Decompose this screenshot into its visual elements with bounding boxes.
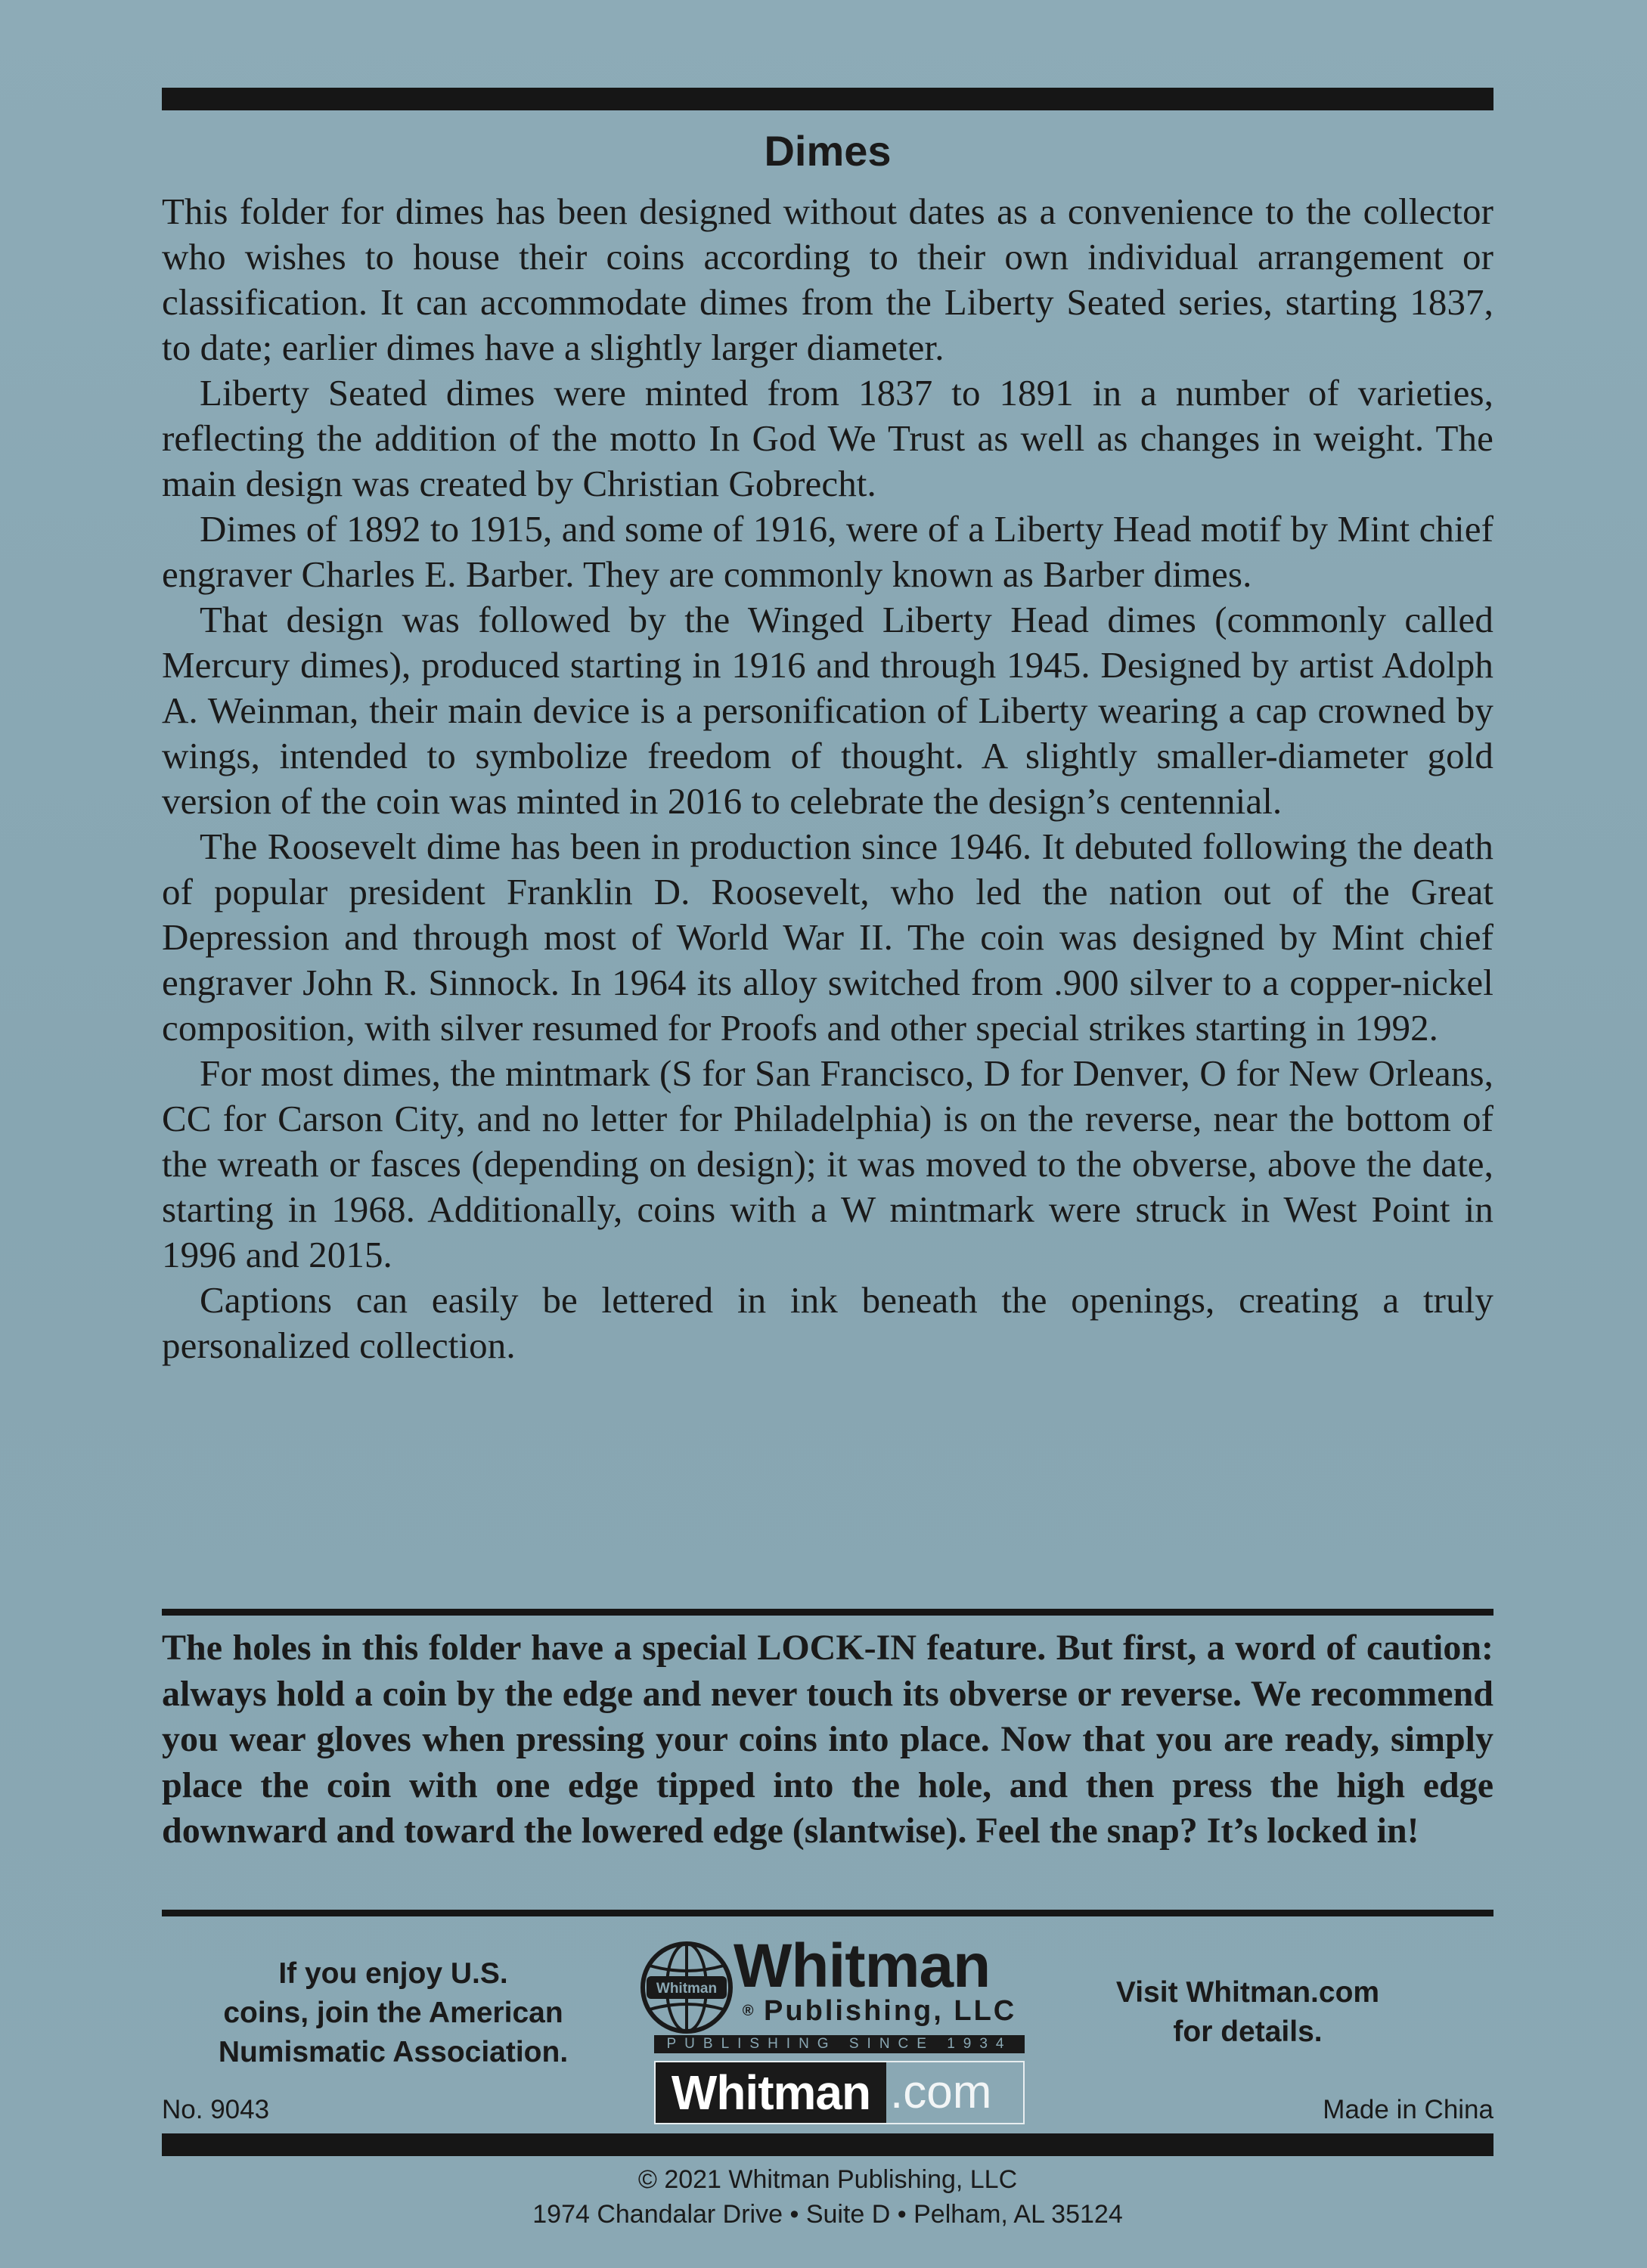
catalog-number: No. 9043 xyxy=(162,2095,270,2124)
visit-line: for details. xyxy=(1173,2015,1323,2048)
address-line: 1974 Chandalar Drive • Suite D • Pelham, AL 35124 xyxy=(532,2200,1123,2229)
visit-promo xyxy=(1059,1973,1437,2052)
paragraph-barber: Dimes of 1892 to 1915, and some of 1916, were of a Liberty Head motif by Mint chief engraver Charles E. Barber. They are commonly known as Barber dimes. xyxy=(162,508,1493,595)
lockin-top-rule xyxy=(162,1609,1493,1616)
ana-promo xyxy=(174,1954,613,2072)
dotcom-name: Whitman xyxy=(656,2062,886,2123)
lockin-instructions: The holes in this folder have a special LOCK-IN feature. But first, a word of caution: always hold a coin by the edge and never touch its obverse or reverse. We recommend you wear gloves when pressing your coins into place. Now that you are ready, simply place the coin with one edge tipped into the hole, and then press the high edge downward and toward the lowered edge (slantwise). Feel the snap? It’s locked in! xyxy=(162,1628,1493,1851)
logo-publishing-llc xyxy=(739,1996,1020,2026)
paragraph-mercury: That design was followed by the Winged Liberty Head dimes (commonly called Mercury dimes), produced starting in 1916 and through 1945. Designed by artist Adolph A. Weinman, their main device is a personification of Liberty wearing a cap crowned by wings, intended to symbolize freedom of thought. A slightly smaller-diameter gold version of the coin was minted in 2016 to celebrate the design’s centennial. xyxy=(162,599,1493,822)
paragraph-mintmark: For most dimes, the mintmark (S for San Francisco, D for Denver, O for New Orleans, CC for Carson City, and no letter for Philadelphia) is on the reverse, near the bottom of the wreath or fasces (depending on design); it was moved to the obverse, above the date, starting in 1968. Additionally, coins with a W mintmark were struck in West Point in 1996 and 2015. xyxy=(162,1052,1493,1275)
logo-publishing-text: Publishing, LLC xyxy=(764,1995,1017,2027)
whitman-logo xyxy=(639,1932,1017,2124)
logo-wordmark: Whitman xyxy=(734,1932,991,2000)
logo-since-bar: PUBLISHING SINCE 1934 xyxy=(654,2035,1025,2053)
globe-label: Whitman xyxy=(656,1981,718,1997)
lockin-bottom-rule xyxy=(162,1910,1493,1916)
globe-icon xyxy=(639,1940,734,2035)
description-body xyxy=(162,189,1493,1368)
copyright-line: © 2021 Whitman Publishing, LLC xyxy=(637,2165,1018,2194)
registered-mark: ® xyxy=(742,2003,754,2019)
paragraph-intro: This folder for dimes has been designed without dates as a convenience to the collector who wishes to house their coins according to their own individual arrangement or classification. It can accommodate dimes from the Liberty Seated series, starting 1837, to date; earlier dimes have a slightly larger diameter. xyxy=(162,191,1493,368)
ana-line: coins, join the American xyxy=(223,1997,563,2029)
paragraph-captions: Captions can easily be lettered in ink beneath the openings, creating a truly personalized collection. xyxy=(162,1279,1493,1366)
made-in-label: Made in China xyxy=(1323,2095,1493,2124)
ana-line: If you enjoy U.S. xyxy=(278,1957,508,1990)
bottom-rule xyxy=(162,2133,1493,2156)
whitman-dotcom-logo xyxy=(654,2061,1025,2124)
ana-line: Numismatic Association. xyxy=(218,2036,569,2068)
page-title: Dimes xyxy=(764,127,892,175)
dotcom-suffix: .com xyxy=(890,2066,992,2118)
top-rule xyxy=(162,88,1493,110)
paragraph-liberty-seated: Liberty Seated dimes were minted from 1837 to 1891 in a number of varieties, reflecting the addition of the motto In God We Trust as well as changes in weight. The main design was created by Christian Gobrecht. xyxy=(162,372,1493,504)
paragraph-roosevelt: The Roosevelt dime has been in production since 1946. It debuted following the death of popular president Franklin D. Roosevelt, who led the nation out of the Great Depression and through most of World War II. The coin was designed by Mint chief engraver John R. Sinnock. In 1964 its alloy switched from .900 silver to a copper-nickel composition, with silver resumed for Proofs and other special strikes starting in 1992. xyxy=(162,826,1493,1049)
publisher-footer xyxy=(162,2162,1493,2232)
visit-line: Visit Whitman.com xyxy=(1115,1976,1380,2009)
